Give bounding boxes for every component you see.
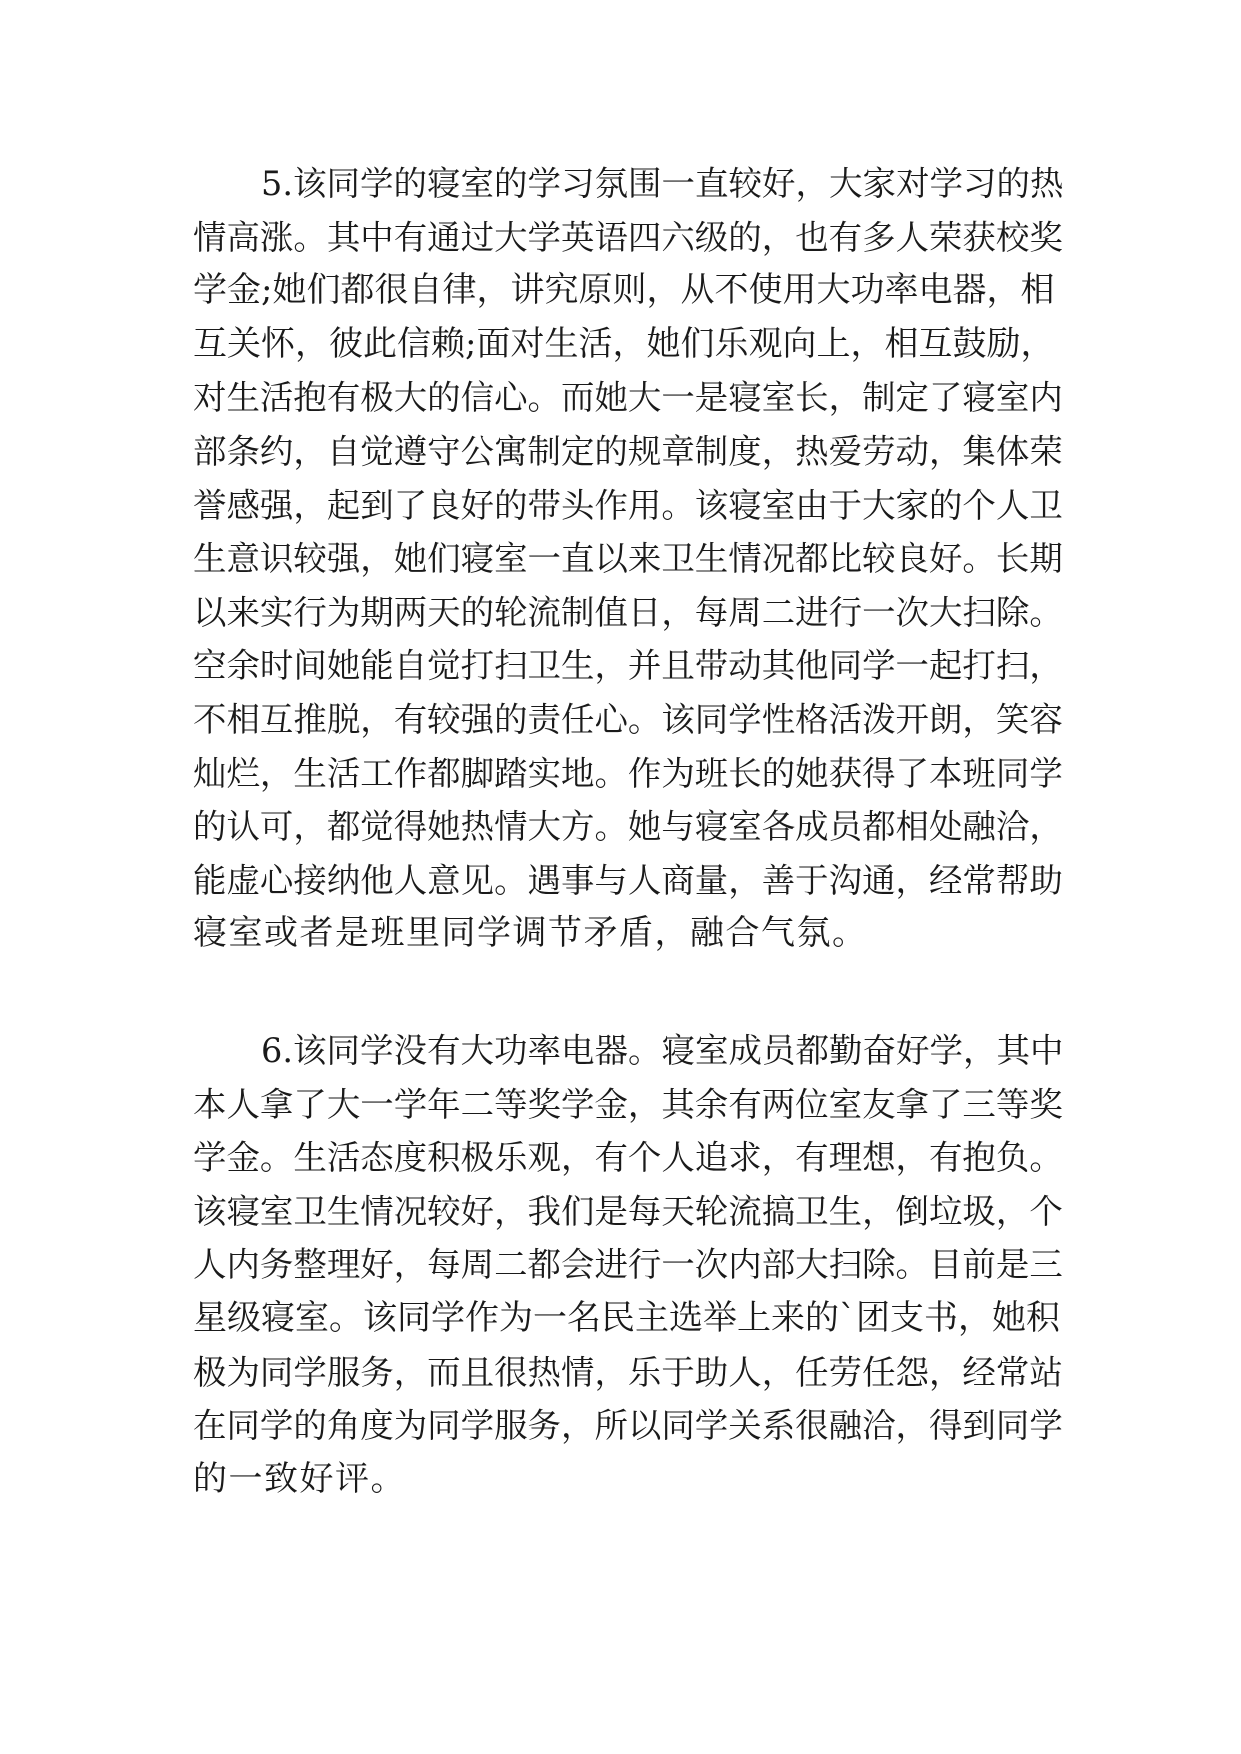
text-line: 誉感强，起到了良好的带头作用。该寝室由于大家的个人卫 [193,485,1063,525]
text-line: 对生活抱有极大的信心。而她大一是寝室长，制定了寝室内 [193,378,1063,418]
text-line: 在同学的角度为同学服务，所以同学关系很融洽，得到同学 [193,1406,1063,1446]
text-line: 生意识较强，她们寝室一直以来卫生情况都比较良好。长期 [193,539,1063,579]
text-line: 该寝室卫生情况较好，我们是每天轮流搞卫生，倒垃圾，个 [193,1191,1063,1231]
paragraph-6 [193,1024,1064,1506]
paragraph-5 [193,157,1064,961]
text-line: 极为同学服务，而且很热情，乐于助人，任劳任怨，经常站 [193,1352,1063,1392]
text-line: 学金。生活态度积极乐观，有个人追求，有理想，有抱负。 [193,1138,1063,1178]
text-line: 空余时间她能自觉打扫卫生，并且带动其他同学一起打扫， [193,646,1063,686]
text-line: 星级寝室。该同学作为一名民主选举上来的`团支书，她积 [193,1297,1060,1338]
text-line: 互关怀，彼此信赖;面对生活，她们乐观向上，相互鼓励， [193,323,1055,364]
text-line: 情高涨。其中有通过大学英语四六级的，也有多人荣获校奖 [193,217,1063,257]
text-line: 本人拿了大一学年二等奖学金，其余有两位室友拿了三等奖 [193,1084,1063,1124]
text-line: 学金;她们都很自律，讲究原则，从不使用大功率电器，相 [193,270,1055,311]
text-line: 以来实行为期两天的轮流制值日，每周二进行一次大扫除。 [193,592,1063,632]
text-line: 6.该同学没有大功率电器。寝室成员都勤奋好学，其中 [261,1031,1064,1070]
text-line: 的一致好评。 [193,1458,406,1499]
text-line: 的认可，都觉得她热情大方。她与寝室各成员都相处融洽， [193,807,1063,847]
text-line: 部条约，自觉遵守公寓制定的规章制度，热爱劳动，集体荣 [193,431,1063,471]
text-line: 人内务整理好，每周二都会进行一次内部大扫除。目前是三 [193,1245,1063,1285]
text-line: 灿烂，生活工作都脚踏实地。作为班长的她获得了本班同学 [193,753,1063,793]
text-line: 不相互推脱，有较强的责任心。该同学性格活泼开朗，笑容 [193,699,1063,739]
text-line: 5.该同学的寝室的学习氛围一直较好，大家对学习的热 [261,164,1064,203]
text-line: 能虚心接纳他人意见。遇事与人商量，善于沟通，经常帮助 [193,860,1063,900]
text-line: 寝室或者是班里同学调节矛盾，融合气氛。 [193,913,868,954]
